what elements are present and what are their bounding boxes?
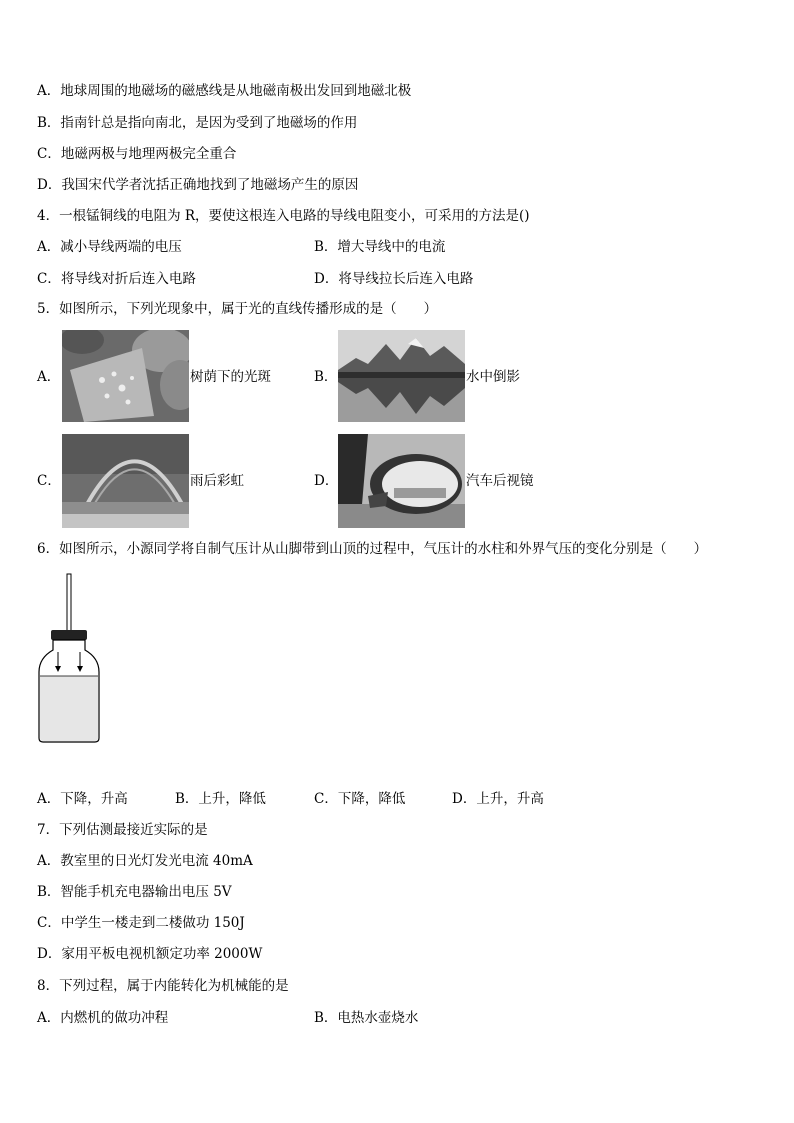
q3-option-d: D．我国宋代学者沈括正确地找到了地磁场产生的原因: [37, 177, 359, 193]
q5-caption-a: 树荫下的光斑: [190, 369, 271, 385]
q4-option-a: A．减小导线两端的电压: [37, 239, 182, 255]
q6-stem: 6．如图所示，小源同学将自制气压计从山脚带到山顶的过程中，气压计的水柱和外界气压的变化分别是（ ）: [37, 541, 708, 557]
q5-option-a-letter: A．: [37, 369, 61, 385]
car-side-mirror-image: [338, 434, 465, 528]
q7-option-d: D．家用平板电视机额定功率 2000W: [37, 946, 263, 962]
q5-option-c-letter: C．: [37, 473, 61, 489]
q5-stem: 5．如图所示，下列光现象中，属于光的直线传播形成的是（ ）: [37, 301, 438, 317]
q5-option-d-letter: D．: [314, 473, 339, 489]
q6-option-b: B．上升，降低: [175, 791, 266, 807]
q8-option-b: B．电热水壶烧水: [314, 1010, 419, 1026]
q4-option-b: B．增大导线中的电流: [314, 239, 446, 255]
q7-option-c: C．中学生一楼走到二楼做功 150J: [37, 915, 245, 931]
q3-option-a: A．地球周围的地磁场的磁感线是从地磁南极出发回到地磁北极: [37, 83, 412, 99]
q5-caption-b: 水中倒影: [466, 369, 520, 385]
q7-stem: 7．下列估测最接近实际的是: [37, 822, 208, 838]
q6-option-c: C．下降，降低: [314, 791, 406, 807]
q3-option-b: B．指南针总是指向南北，是因为受到了地磁场的作用: [37, 115, 358, 131]
tree-shadow-light-spots-image: [62, 330, 189, 422]
q8-option-a: A．内燃机的做功冲程: [37, 1010, 169, 1026]
q3-option-c: C．地磁两极与地理两极完全重合: [37, 146, 237, 162]
q4-stem: 4．一根锰铜线的电阻为 R，要使这根连入电路的导线电阻变小，可采用的方法是(): [37, 208, 530, 224]
rainbow-image: [62, 434, 189, 528]
q5-caption-c: 雨后彩虹: [190, 473, 244, 489]
q7-option-b: B．智能手机充电器输出电压 5V: [37, 884, 232, 900]
q5-caption-d: 汽车后视镜: [466, 473, 534, 489]
mountain-reflection-image: [338, 330, 465, 422]
homemade-barometer-diagram: [33, 572, 105, 746]
q6-option-a: A．下降，升高: [37, 791, 128, 807]
q6-option-d: D．上升，升高: [452, 791, 544, 807]
q8-stem: 8．下列过程，属于内能转化为机械能的是: [37, 978, 289, 994]
q5-option-b-letter: B．: [314, 369, 338, 385]
q4-option-c: C．将导线对折后连入电路: [37, 271, 196, 287]
q4-option-d: D．将导线拉长后连入电路: [314, 271, 474, 287]
q7-option-a: A．教室里的日光灯发光电流 40mA: [37, 853, 253, 869]
